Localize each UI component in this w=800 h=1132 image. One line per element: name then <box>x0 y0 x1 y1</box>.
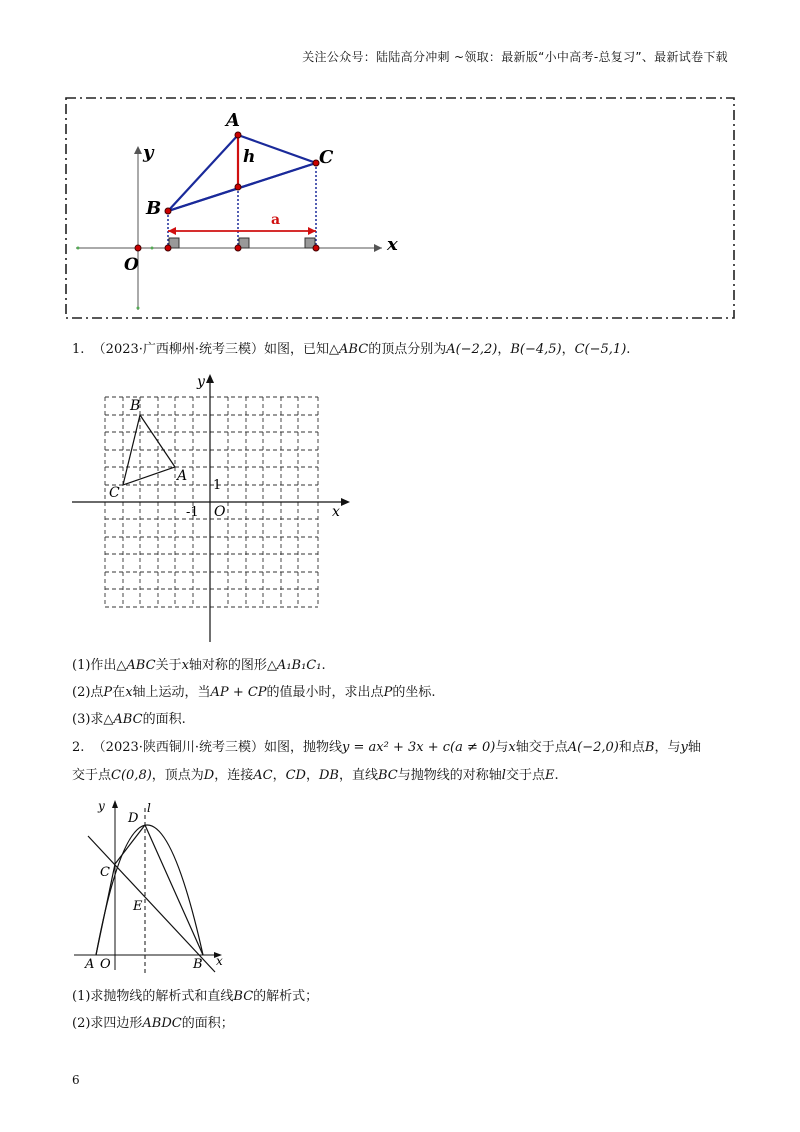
line-CD <box>115 825 145 864</box>
label-y: y <box>197 374 205 390</box>
page-number: 6 <box>72 1073 80 1087</box>
page-header: 关注公众号：陆陆高分冲刺 ~领取：最新版“小中高考-总复习”、最新试卷下载 <box>302 50 728 64</box>
problem2-stem-line1: 2. （2023·陕西铜川·统考三模）如图，抛物线y = ax² + 3x + c(a ≠ 0)与x轴交于点A(−2,0)和点B，与y轴 <box>72 740 701 755</box>
label-l: l <box>147 801 151 815</box>
label-B: B <box>193 957 203 972</box>
line-DB <box>145 825 203 955</box>
label-C: C <box>109 485 120 501</box>
label-C: C <box>319 147 334 168</box>
figure-grid-triangle <box>0 360 400 650</box>
label-neg1: -1 <box>186 505 199 520</box>
problem2-stem-line2: 交于点C(0,8)，顶点为D，连接AC，CD，DB，直线BC与抛物线的对称轴l交于点E. <box>72 768 559 783</box>
label-y: y <box>98 799 105 813</box>
label-A: A <box>177 468 188 484</box>
label-A: A <box>226 110 240 131</box>
figure-parabola <box>0 790 260 980</box>
problem2-q1: (1)求抛物线的解析式和直线BC的解析式； <box>72 989 319 1004</box>
problem1-stem: 1. （2023·广西柳州·统考三模）如图，已知△ABC的顶点分别为A(−2,2)，B(−4,5)，C(−5,1). <box>72 342 631 357</box>
label-B: B <box>130 398 141 414</box>
label-a: a <box>271 212 281 228</box>
figure-triangle-height <box>0 0 800 330</box>
label-C: C <box>100 865 110 880</box>
label-O: O <box>124 255 139 275</box>
problem2-q2: (2)求四边形ABDC的面积； <box>72 1016 234 1031</box>
label-O: O <box>100 957 111 972</box>
problem1-q2: (2)点P在x轴上运动，当AP + CP的值最小时，求出点P的坐标. <box>72 685 436 700</box>
label-D: D <box>128 811 139 826</box>
label-x: x <box>332 504 340 520</box>
label-x: x <box>216 954 223 968</box>
triangle-ABC <box>168 135 316 211</box>
y-arrow <box>134 146 142 154</box>
label-A: A <box>85 957 95 972</box>
label-B: B <box>146 198 162 219</box>
label-1: 1 <box>213 478 222 493</box>
label-y: y <box>143 142 154 163</box>
label-x: x <box>387 234 398 255</box>
problem1-q1: (1)作出△ABC关于x轴对称的图形△A₁B₁C₁. <box>72 658 326 673</box>
problem1-q3: (3)求△ABC的面积. <box>72 712 186 727</box>
x-arrow <box>374 244 382 252</box>
label-E: E <box>133 899 143 914</box>
parabola-curve <box>96 825 203 955</box>
label-h: h <box>243 147 256 167</box>
label-O: O <box>214 504 226 520</box>
